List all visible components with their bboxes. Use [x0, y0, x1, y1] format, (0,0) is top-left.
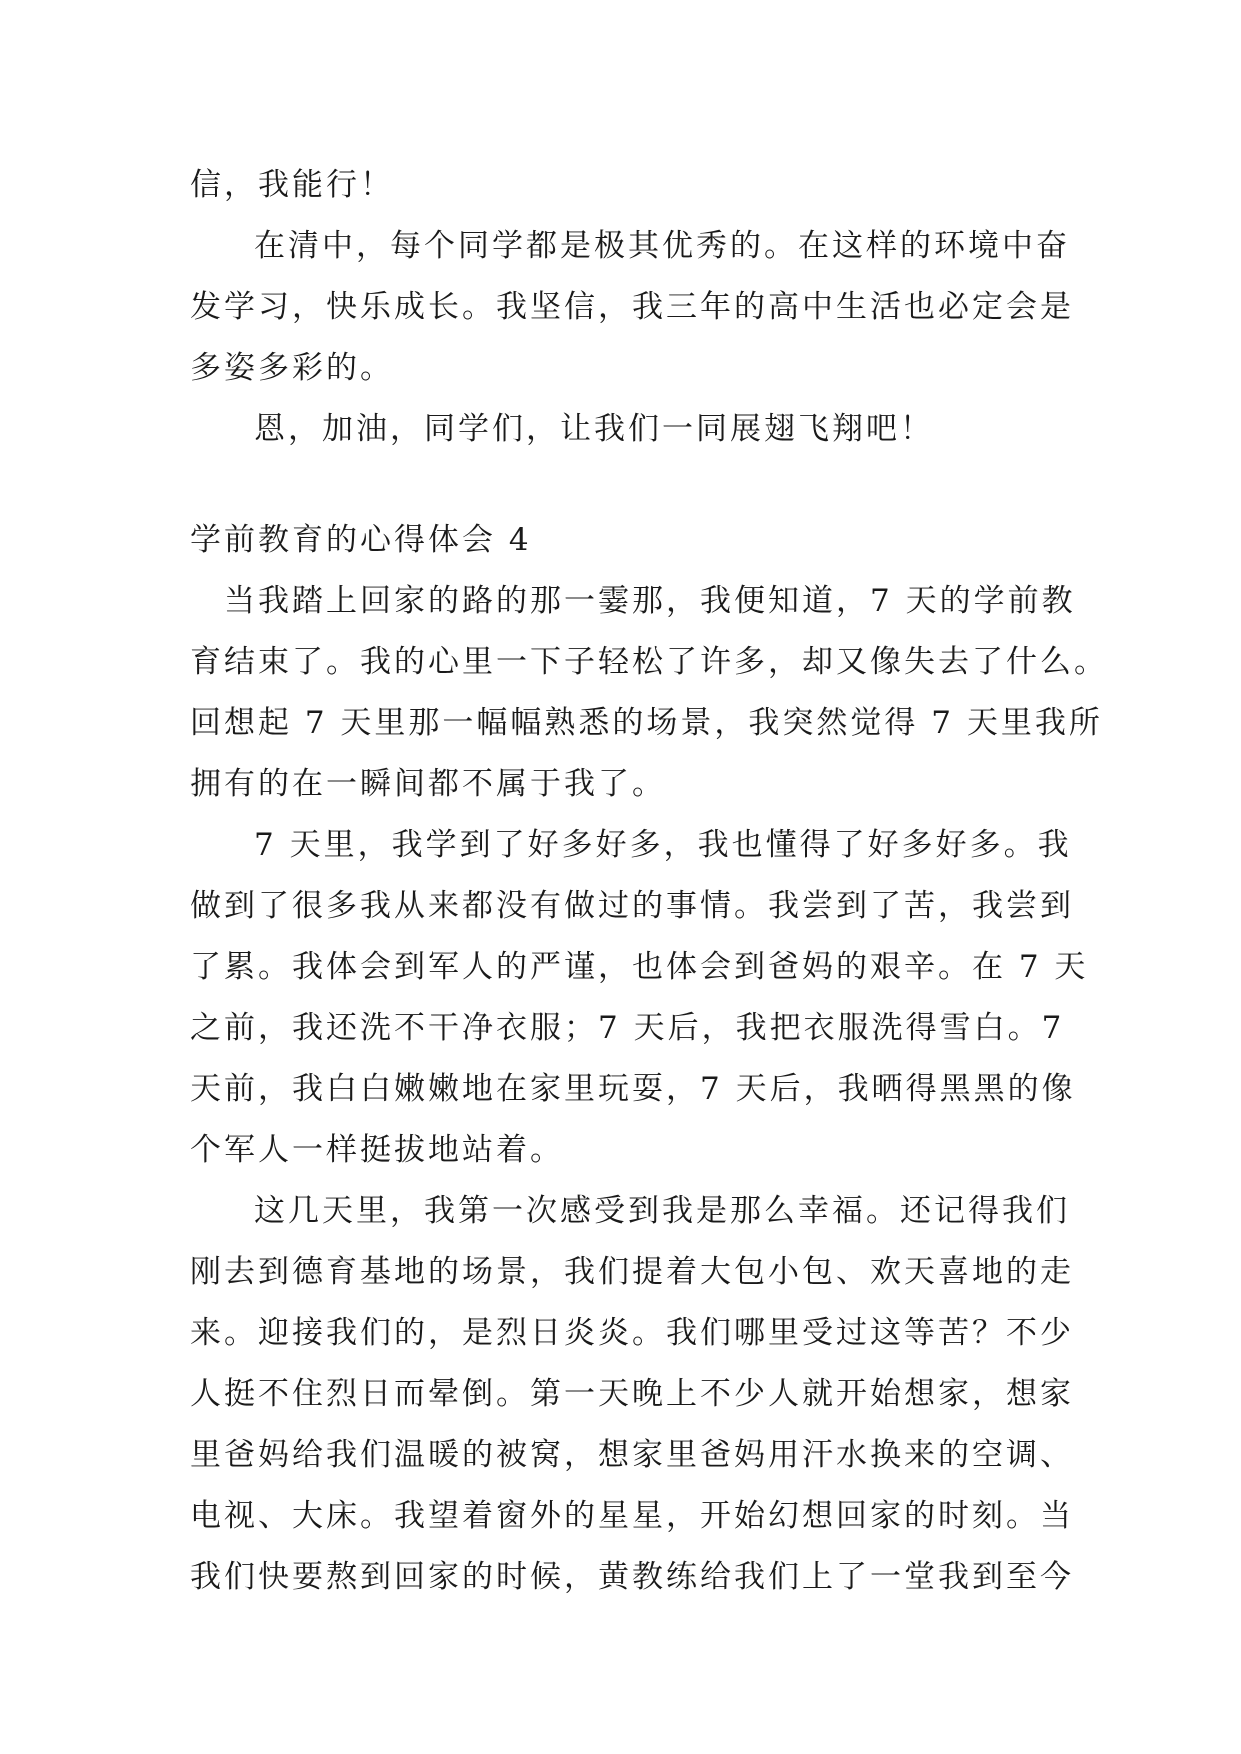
text-line: 这几天里，我第一次感受到我是那么幸福。还记得我们 [254, 1193, 1070, 1229]
text-line: 育结束了。我的心里一下子轻松了许多，却又像失去了什么。 [190, 644, 1108, 680]
text-line: 个军人一样挺拔地站着。 [190, 1132, 564, 1168]
text-line: 了累。我体会到军人的严谨，也体会到爸妈的艰辛。在 7 天 [190, 949, 1089, 985]
text-line: 在清中，每个同学都是极其优秀的。在这样的环境中奋 [254, 228, 1070, 264]
text-line: 之前，我还洗不干净衣服；7 天后，我把衣服洗得雪白。7 [190, 1010, 1065, 1046]
text-line: 做到了很多我从来都没有做过的事情。我尝到了苦，我尝到 [190, 888, 1074, 924]
text-line: 我们快要熬到回家的时候，黄教练给我们上了一堂我到至今 [190, 1559, 1074, 1595]
section-heading-block [190, 510, 1060, 571]
section-1-text [190, 155, 1074, 460]
section-2-text [190, 571, 1108, 1608]
text-line: 发学习，快乐成长。我坚信，我三年的高中生活也必定会是 [190, 289, 1074, 325]
text-line: 7 天里，我学到了好多好多，我也懂得了好多好多。我 [254, 827, 1072, 863]
text-line: 来。迎接我们的，是烈日炎炎。我们哪里受过这等苦？不少 [190, 1315, 1074, 1351]
text-line: 天前，我白白嫩嫩地在家里玩耍，7 天后，我晒得黑黑的像 [190, 1071, 1076, 1107]
text-line: 当我踏上回家的路的那一霎那，我便知道，7 天的学前教 [224, 583, 1076, 619]
text-line: 电视、大床。我望着窗外的星星，开始幻想回家的时刻。当 [190, 1498, 1074, 1534]
text-line: 里爸妈给我们温暖的被窝，想家里爸妈用汗水换来的空调、 [190, 1437, 1074, 1473]
text-line: 多姿多彩的。 [190, 350, 394, 386]
text-line: 恩，加油，同学们，让我们一同展翅飞翔吧！ [254, 411, 934, 447]
text-line: 信，我能行！ [190, 167, 394, 203]
text-line: 回想起 7 天里那一幅幅熟悉的场景，我突然觉得 7 天里我所 [190, 705, 1103, 741]
section-heading: 学前教育的心得体会 4 [190, 522, 532, 558]
text-line: 拥有的在一瞬间都不属于我了。 [190, 766, 666, 802]
text-line: 人挺不住烈日而晕倒。第一天晚上不少人就开始想家，想家 [190, 1376, 1074, 1412]
text-line: 刚去到德育基地的场景，我们提着大包小包、欢天喜地的走 [190, 1254, 1074, 1290]
